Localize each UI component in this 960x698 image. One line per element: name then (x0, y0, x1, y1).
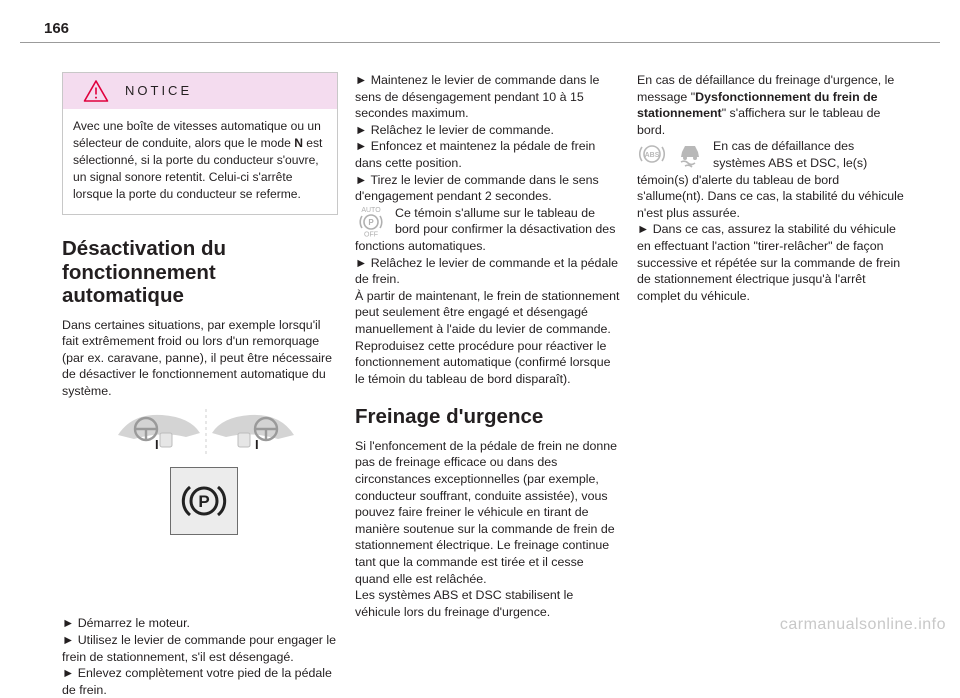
svg-text:AUTO: AUTO (361, 206, 381, 214)
column-left (62, 72, 338, 698)
footer-watermark: carmanualsonline.info (779, 616, 946, 633)
notice-header (63, 73, 337, 109)
rhd-marker: I (255, 437, 259, 453)
notice-title: NOTICE (125, 82, 193, 98)
notice-box (62, 72, 338, 215)
step-start-engine: ► Démarrez le moteur. (62, 616, 190, 631)
deactivation-intro: Dans certaines situations, par exemple lorsqu'il fait extrêmement froid ou lors d'un remorquage (par ex. caravane, panne), il peut être nécessaire de désactiver le fonctionnement automatique du système. (62, 317, 332, 398)
steps-list-1 (62, 615, 338, 698)
dsc-warning-icon (675, 140, 705, 168)
manual-mode-paragraph: À partir de maintenant, le frein de stationnement peut seulement être engagé et désengagé manuellement à l'aide du levier de commande. Reproduisez cette procédure pour réactiver le fonctionnement automatique (confirmé lorsque le témoin du tableau de bord disparaît). (355, 288, 620, 386)
failure-message-paragraph: En cas de défaillance du freinage d'urgence, le message "Dysfonctionnement du frein de stationnement" s'affichera sur le tableau de bord. (637, 73, 895, 137)
warning-triangle-icon (83, 79, 109, 103)
step-hold-lever: ► Maintenez le levier de commande dans le sens de désengagement pendant 10 à 15 secondes maximum. (355, 73, 600, 121)
step-release-lever: ► Relâchez le levier de commande. (355, 122, 554, 137)
svg-text:P: P (368, 217, 374, 227)
step-release-pedal: ► Enlevez complètement votre pied de la pédale de frein. (62, 666, 332, 697)
steering-wheel-illustration (62, 399, 338, 609)
header-rule (20, 42, 940, 43)
step-press-pedal: ► Enfoncez et maintenez la pédale de frein dans cette position. (355, 139, 596, 170)
step-pull-release: ► Dans ce cas, assurez la stabilité du véhicule en effectuant l'action "tirer-relâcher" de façon successive et répétée sur la commande de frein de stationnement électrique jusqu'à l'arrêt complet du véhicule. (637, 222, 901, 303)
section-heading-deactivation: Désactivation du fonctionnement automatique (62, 237, 227, 307)
notice-text: Avec une boîte de vitesses automatique ou un sélecteur de conduite, alors que le mode N est sélectionné, si la porte du conducteur s'ouvre, un signal sonore retentit. Celui-ci s'arrête lorsque la porte du conducteur se referme. (73, 119, 323, 201)
emergency-paragraph: Si l'enfoncement de la pédale de frein ne donne pas de freinage efficace ou dans des circonstances exceptionnelles (par exemple, conducteur souffrant, conduite assistée), vous pouvez faire freiner le véhicule en tirant de manière soutenue sur la commande de frein de stationnement électrique. Le freinage continue tant que la commande est tirée et il cesse quand elle est relâchée. (355, 438, 618, 586)
column-right (637, 72, 905, 304)
parking-brake-button-illustration (170, 467, 238, 535)
abs-warning-icon (637, 140, 667, 168)
abs-dsc-note: ABS En cas de défaillance des systèmes ABS et DSC, le(s) témoin(s) d'alerte du tableau de bord s'allume(nt). Dans ce cas, la stabilité du véhicule n'est plus assurée. (637, 139, 904, 220)
svg-text:ABS: ABS (644, 152, 660, 160)
parking-brake-icon (180, 481, 228, 521)
page-number: 166 (44, 20, 70, 37)
abs-dsc-paragraph: Les systèmes ABS et DSC stabilisent le véhicule lors du freinage d'urgence. (355, 588, 574, 619)
warning-lamps (637, 140, 705, 168)
lhd-marker: I (155, 437, 159, 453)
column-middle (355, 72, 621, 620)
auto-off-indicator-icon (355, 205, 387, 237)
svg-text:OFF: OFF (364, 231, 378, 237)
parking-brake-letter: P (198, 492, 210, 512)
steering-wheel-icon (62, 407, 338, 457)
step-release-lever-pedal: ► Relâchez le levier de commande et la pédale de frein. (355, 255, 618, 287)
section-heading-emergency: Freinage d'urgence (355, 405, 544, 429)
step-engage-brake: ► Utilisez le levier de commande pour engager le frein de stationnement, s'il est désengagé. (62, 633, 336, 664)
auto-off-note: AUTO P OFF Ce témoin s'allume sur le tableau de bord pour confirmer la désactivation des fonctions automatiques. (355, 205, 616, 253)
step-pull-lever: ► Tirez le levier de commande dans le sens d'engagement pendant 2 secondes. (355, 172, 599, 204)
